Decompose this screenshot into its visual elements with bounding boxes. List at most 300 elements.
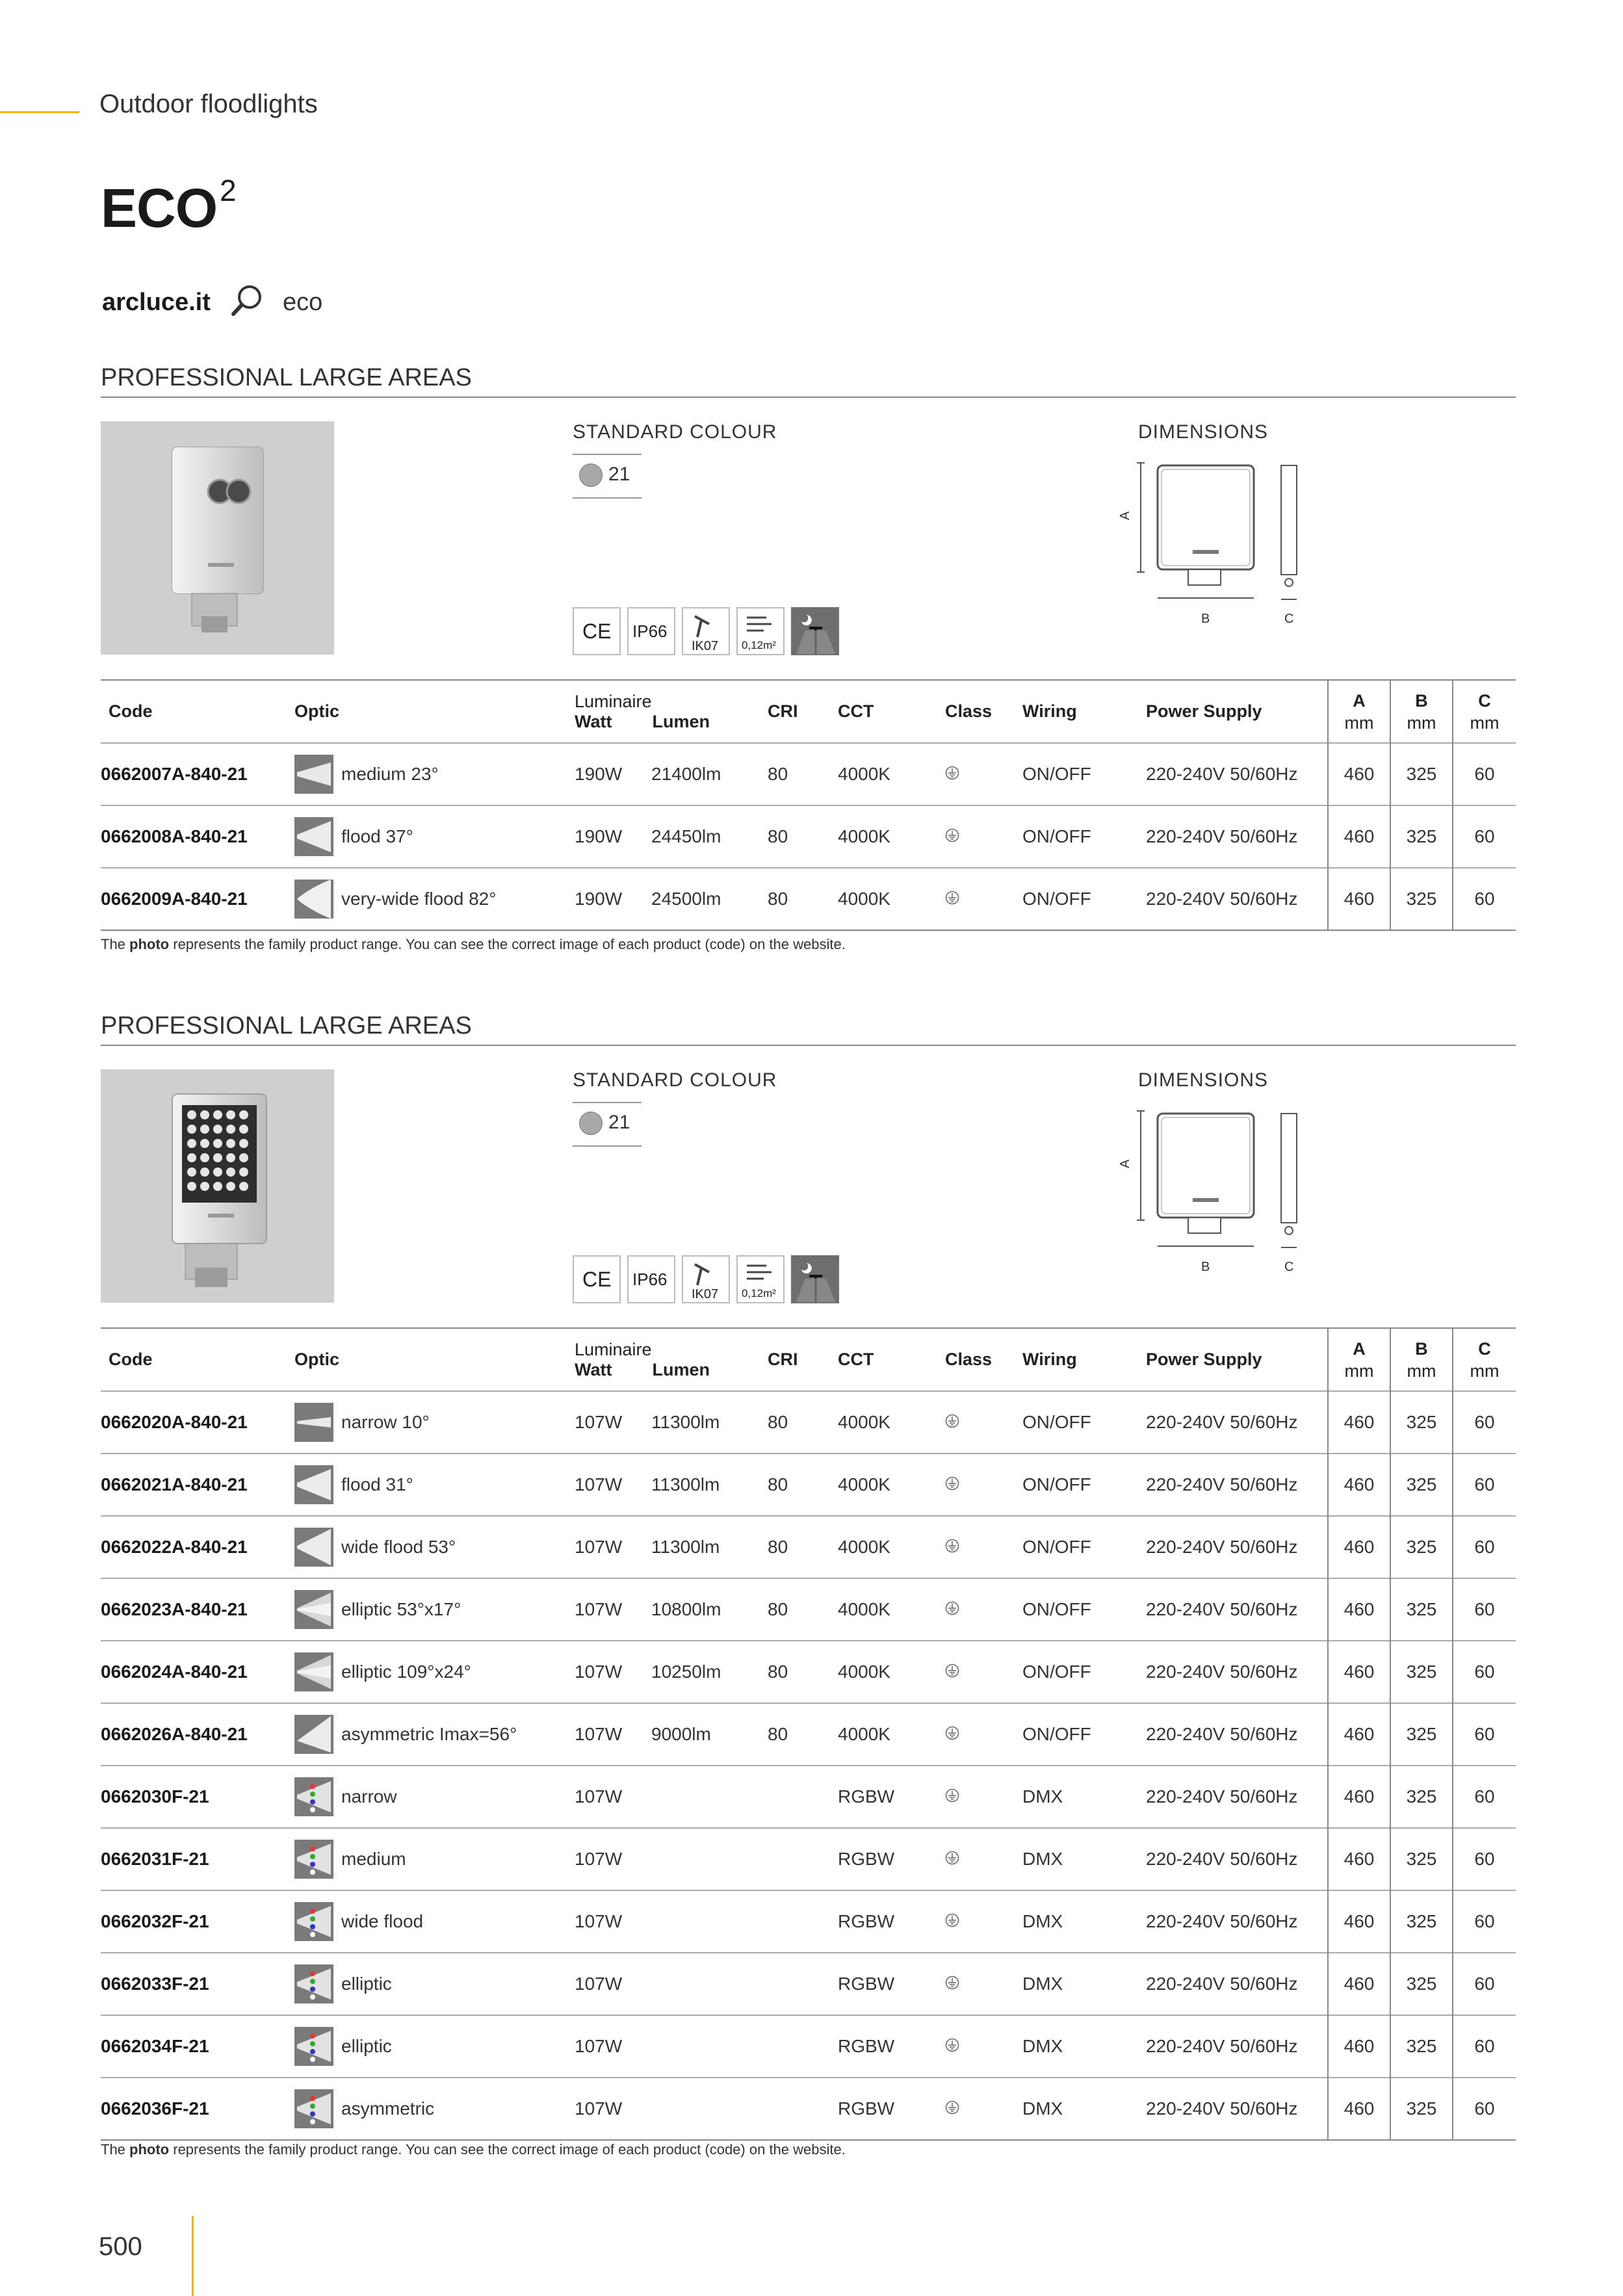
power-supply-cell: 220-240V 50/60Hz	[1146, 2015, 1328, 2078]
table-row	[101, 1953, 1516, 2015]
dim-b-letter: B	[1201, 1260, 1210, 1274]
class-I-earth-icon	[945, 2100, 959, 2115]
colour-swatch	[579, 1112, 603, 1135]
watt-cell: 190W	[575, 743, 651, 805]
optic-label: very-wide flood 82°	[341, 889, 497, 909]
wiring-cell: ON/OFF	[1022, 743, 1146, 805]
colour-code: 21	[608, 463, 630, 485]
product-code: 0662031F-21	[101, 1828, 294, 1890]
table-header-row	[101, 1328, 1516, 1391]
ce-mark-icon	[573, 607, 621, 655]
table-row	[101, 1766, 1516, 1828]
col-cct: CCT	[838, 1350, 874, 1369]
wiring-cell: DMX	[1022, 2078, 1146, 2140]
dim-b-cell: 325	[1390, 743, 1453, 805]
optic-label: elliptic 109°x24°	[341, 1662, 471, 1682]
class-I-earth-icon	[945, 1851, 959, 1865]
ip66-rating-icon	[627, 607, 675, 655]
ce-mark-icon	[573, 1255, 621, 1303]
dim-b-cell: 325	[1390, 805, 1453, 868]
class-I-earth-icon	[945, 1539, 959, 1553]
power-supply-cell: 220-240V 50/60Hz	[1146, 868, 1328, 930]
wiring-cell: ON/OFF	[1022, 868, 1146, 930]
class-cell	[945, 1641, 1022, 1703]
dim-c-cell: 60	[1453, 1516, 1516, 1578]
flood-beam-icon	[294, 817, 333, 856]
cri-cell	[768, 2078, 838, 2140]
standard-colour-label: STANDARD COLOUR	[573, 421, 777, 443]
power-supply-cell: 220-240V 50/60Hz	[1146, 1703, 1328, 1766]
website-link[interactable]: arcluce.it	[102, 289, 211, 316]
class-I-earth-icon	[945, 1913, 959, 1927]
colour-swatch	[579, 463, 603, 487]
dim-b-cell: 325	[1390, 1516, 1453, 1578]
watt-cell: 190W	[575, 868, 651, 930]
class-cell	[945, 1766, 1022, 1828]
cct-cell: 4000K	[838, 868, 945, 930]
lumen-cell: 10800lm	[651, 1578, 768, 1641]
watt-cell: 107W	[575, 1578, 651, 1641]
power-supply-cell: 220-240V 50/60Hz	[1146, 1766, 1328, 1828]
product-code: 0662023A-840-21	[101, 1578, 294, 1641]
col-cri: CRI	[768, 1350, 798, 1369]
category-title: Outdoor floodlights	[99, 90, 318, 118]
watt-cell: 107W	[575, 2015, 651, 2078]
power-supply-cell: 220-240V 50/60Hz	[1146, 1516, 1328, 1578]
wiring-cell: ON/OFF	[1022, 805, 1146, 868]
lumen-cell: 11300lm	[651, 1516, 768, 1578]
dim-b-cell: 325	[1390, 1953, 1453, 2015]
optic-label: wide flood	[341, 1911, 424, 1931]
watt-cell: 107W	[575, 1516, 651, 1578]
optic-cell	[294, 743, 575, 805]
wind-area-icon	[736, 607, 785, 655]
lumen-cell: 21400lm	[651, 743, 768, 805]
svg-text:CE: CE	[582, 1268, 612, 1291]
cct-cell: RGBW	[838, 2078, 945, 2140]
wiring-cell: ON/OFF	[1022, 1391, 1146, 1454]
optic-label: elliptic	[341, 1974, 392, 1994]
dim-b-cell: 325	[1390, 1703, 1453, 1766]
product-superscript: 2	[220, 174, 236, 207]
col-class: Class	[945, 701, 993, 721]
lumen-cell	[651, 1766, 768, 1828]
narrow-beam-icon	[294, 1403, 333, 1442]
cri-cell	[768, 1828, 838, 1890]
optic-label: flood 31°	[341, 1474, 413, 1494]
dim-b-cell: 325	[1390, 1391, 1453, 1454]
dim-a-cell: 460	[1328, 805, 1390, 868]
lumen-cell	[651, 2078, 768, 2140]
optic-cell	[294, 2078, 575, 2140]
product-photo	[101, 421, 334, 655]
standard-colour-label: STANDARD COLOUR	[573, 1069, 777, 1091]
dim-c-cell: 60	[1453, 1641, 1516, 1703]
power-supply-cell: 220-240V 50/60Hz	[1146, 1641, 1328, 1703]
optic-label: asymmetric Imax=56°	[341, 1724, 517, 1744]
cct-cell: 4000K	[838, 1516, 945, 1578]
cct-cell: 4000K	[838, 743, 945, 805]
cri-cell	[768, 1766, 838, 1828]
watt-cell: 107W	[575, 1766, 651, 1828]
power-supply-cell: 220-240V 50/60Hz	[1146, 1578, 1328, 1641]
product-name: ECO$^2$	[101, 174, 236, 239]
class-I-earth-icon	[945, 2038, 959, 2052]
col-luminaire: Luminaire Watt Lumen	[575, 1339, 710, 1379]
optic-cell	[294, 1953, 575, 2015]
dim-a-cell: 460	[1328, 1516, 1390, 1578]
watt-cell: 107W	[575, 1828, 651, 1890]
col-c: C mm	[1453, 1328, 1516, 1391]
class-cell	[945, 743, 1022, 805]
cct-cell: RGBW	[838, 1890, 945, 1953]
table-row	[101, 2015, 1516, 2078]
dim-a-cell: 460	[1328, 2015, 1390, 2078]
rgbw-beam-icon	[294, 2089, 333, 2128]
section-title: PROFESSIONAL LARGE AREAS	[101, 1012, 472, 1039]
col-code: Code	[109, 701, 153, 721]
cct-cell: RGBW	[838, 1828, 945, 1890]
very-wide-beam-icon	[294, 880, 333, 919]
lumen-cell: 11300lm	[651, 1454, 768, 1516]
dimensions-label: DIMENSIONS	[1138, 421, 1269, 443]
product-code: 0662036F-21	[101, 2078, 294, 2140]
cct-cell: RGBW	[838, 2015, 945, 2078]
class-I-earth-icon	[945, 1663, 959, 1678]
optic-cell	[294, 805, 575, 868]
optic-label: wide flood 53°	[341, 1537, 456, 1557]
dim-a-cell: 460	[1328, 1454, 1390, 1516]
optic-label: narrow 10°	[341, 1412, 430, 1432]
watt-cell: 107W	[575, 1890, 651, 1953]
optic-label: elliptic 53°x17°	[341, 1599, 461, 1619]
dim-a-cell: 460	[1328, 868, 1390, 930]
rgbw-beam-icon	[294, 2027, 333, 2066]
colour-rule-top	[573, 1102, 642, 1103]
dim-c-letter: C	[1284, 1260, 1294, 1274]
dim-c-cell: 60	[1453, 1828, 1516, 1890]
col-optic: Optic	[294, 701, 340, 721]
dim-b-cell: 325	[1390, 1890, 1453, 1953]
optic-cell	[294, 2015, 575, 2078]
rgbw-beam-icon	[294, 1840, 333, 1879]
product-code: 0662026A-840-21	[101, 1703, 294, 1766]
dim-a-cell: 460	[1328, 1953, 1390, 2015]
col-a: A mm	[1328, 1328, 1390, 1391]
optic-label: flood 37°	[341, 826, 413, 846]
dim-a-cell: 460	[1328, 743, 1390, 805]
optic-cell	[294, 1578, 575, 1641]
optic-label: elliptic	[341, 2036, 392, 2056]
cct-cell: 4000K	[838, 1641, 945, 1703]
col-cct: CCT	[838, 701, 874, 721]
wiring-cell: DMX	[1022, 2015, 1146, 2078]
optic-cell	[294, 1890, 575, 1953]
spec-table	[101, 1327, 1516, 2141]
dim-b-cell: 325	[1390, 1454, 1453, 1516]
watt-cell: 107W	[575, 2078, 651, 2140]
dim-a-cell: 460	[1328, 1391, 1390, 1454]
wiring-cell: DMX	[1022, 1766, 1146, 1828]
optic-cell	[294, 868, 575, 930]
cri-cell: 80	[768, 1641, 838, 1703]
svg-text:IP66: IP66	[632, 621, 668, 641]
col-luminaire: Luminaire Watt Lumen	[575, 691, 710, 731]
col-b: B mm	[1390, 680, 1453, 743]
class-I-earth-icon	[945, 766, 959, 780]
lumen-cell: 10250lm	[651, 1641, 768, 1703]
class-cell	[945, 1578, 1022, 1641]
dim-c-cell: 60	[1453, 2015, 1516, 2078]
cri-cell	[768, 1953, 838, 2015]
col-power: Power Supply	[1146, 1350, 1262, 1369]
dim-b-cell: 325	[1390, 1828, 1453, 1890]
col-a: A mm	[1328, 680, 1390, 743]
table-header-row	[101, 680, 1516, 743]
dimensions-label: DIMENSIONS	[1138, 1069, 1269, 1091]
col-wiring: Wiring	[1022, 701, 1077, 721]
spec-table	[101, 679, 1516, 931]
class-cell	[945, 1454, 1022, 1516]
page-number: 500	[99, 2232, 142, 2261]
class-cell	[945, 1391, 1022, 1454]
col-class: Class	[945, 1350, 993, 1369]
dim-c-cell: 60	[1453, 805, 1516, 868]
table-row	[101, 1703, 1516, 1766]
col-c: C mm	[1453, 680, 1516, 743]
product-code: 0662008A-840-21	[101, 805, 294, 868]
class-cell	[945, 1890, 1022, 1953]
optic-label: medium	[341, 1849, 406, 1869]
table-row	[101, 743, 1516, 805]
dim-a-letter: A	[1118, 1159, 1132, 1168]
product-code: 0662007A-840-21	[101, 743, 294, 805]
section-divider	[101, 397, 1516, 398]
svg-text:IK07: IK07	[692, 1287, 719, 1301]
elliptic-beam-icon	[294, 1590, 333, 1629]
class-cell	[945, 1516, 1022, 1578]
watt-cell: 107W	[575, 1953, 651, 2015]
product-code: 0662021A-840-21	[101, 1454, 294, 1516]
dimensions-drawing	[1115, 1103, 1427, 1298]
dim-c-letter: C	[1284, 612, 1294, 626]
product-code: 0662024A-840-21	[101, 1641, 294, 1703]
col-code: Code	[109, 1350, 153, 1369]
dim-a-letter: A	[1118, 511, 1132, 520]
class-cell	[945, 1828, 1022, 1890]
dim-b-cell: 325	[1390, 1766, 1453, 1828]
wiring-cell: ON/OFF	[1022, 1454, 1146, 1516]
power-supply-cell: 220-240V 50/60Hz	[1146, 1828, 1328, 1890]
cri-cell: 80	[768, 1454, 838, 1516]
table-row	[101, 868, 1516, 930]
ip66-rating-icon	[627, 1255, 675, 1303]
ik07-hammer-icon	[682, 1255, 730, 1303]
wide-flood-beam-icon	[294, 1528, 333, 1567]
watt-cell: 107W	[575, 1391, 651, 1454]
cri-cell: 80	[768, 805, 838, 868]
ik07-hammer-icon	[682, 607, 730, 655]
wiring-cell: ON/OFF	[1022, 1641, 1146, 1703]
lumen-cell	[651, 1890, 768, 1953]
class-I-earth-icon	[945, 1788, 959, 1803]
cri-cell: 80	[768, 868, 838, 930]
power-supply-cell: 220-240V 50/60Hz	[1146, 2078, 1328, 2140]
night-street-light-icon	[791, 607, 839, 655]
power-supply-cell: 220-240V 50/60Hz	[1146, 1953, 1328, 2015]
table-row	[101, 1641, 1516, 1703]
product-code: 0662033F-21	[101, 1953, 294, 2015]
watt-cell: 107W	[575, 1454, 651, 1516]
dim-c-cell: 60	[1453, 1391, 1516, 1454]
dim-c-cell: 60	[1453, 1766, 1516, 1828]
optic-cell	[294, 1454, 575, 1516]
dim-c-cell: 60	[1453, 1890, 1516, 1953]
optic-cell	[294, 1828, 575, 1890]
dim-b-cell: 325	[1390, 1641, 1453, 1703]
search-term: eco	[283, 289, 323, 316]
cri-cell	[768, 2015, 838, 2078]
lumen-cell	[651, 1953, 768, 2015]
dim-c-cell: 60	[1453, 743, 1516, 805]
power-supply-cell: 220-240V 50/60Hz	[1146, 743, 1328, 805]
optic-cell	[294, 1766, 575, 1828]
optic-cell	[294, 1703, 575, 1766]
table-row	[101, 1454, 1516, 1516]
svg-text:IK07: IK07	[692, 639, 719, 653]
optic-cell	[294, 1391, 575, 1454]
power-supply-cell: 220-240V 50/60Hz	[1146, 1890, 1328, 1953]
asymmetric-beam-icon	[294, 1715, 333, 1754]
rgbw-beam-icon	[294, 1964, 333, 2003]
power-supply-cell: 220-240V 50/60Hz	[1146, 1391, 1328, 1454]
section-title: PROFESSIONAL LARGE AREAS	[101, 364, 472, 391]
lumen-cell	[651, 1828, 768, 1890]
cri-cell: 80	[768, 1516, 838, 1578]
dim-c-cell: 60	[1453, 868, 1516, 930]
table-row	[101, 1391, 1516, 1454]
cri-cell	[768, 1890, 838, 1953]
colour-rule-bottom	[573, 497, 642, 499]
wiring-cell: DMX	[1022, 1890, 1146, 1953]
section-divider	[101, 1045, 1516, 1046]
lumen-cell: 24450lm	[651, 805, 768, 868]
dim-c-cell: 60	[1453, 1454, 1516, 1516]
svg-text:IP66: IP66	[632, 1270, 668, 1289]
svg-text:0,12m²: 0,12m²	[742, 639, 776, 651]
watt-cell: 107W	[575, 1703, 651, 1766]
table-row	[101, 1890, 1516, 1953]
product-code: 0662009A-840-21	[101, 868, 294, 930]
watt-cell: 190W	[575, 805, 651, 868]
dim-c-cell: 60	[1453, 2078, 1516, 2140]
class-cell	[945, 868, 1022, 930]
medium-beam-icon	[294, 755, 333, 794]
wiring-cell: ON/OFF	[1022, 1578, 1146, 1641]
dim-a-cell: 460	[1328, 1578, 1390, 1641]
cct-cell: 4000K	[838, 1703, 945, 1766]
colour-rule-top	[573, 454, 642, 455]
night-street-light-icon	[791, 1255, 839, 1303]
page-accent-line	[192, 2216, 194, 2296]
photo-note: The photo represents the family product range. You can see the correct image of each product (code) on the website.	[101, 2141, 846, 2158]
cri-cell: 80	[768, 1391, 838, 1454]
dim-b-cell: 325	[1390, 2015, 1453, 2078]
dim-a-cell: 460	[1328, 1641, 1390, 1703]
dimensions-drawing	[1115, 455, 1427, 650]
dim-a-cell: 460	[1328, 2078, 1390, 2140]
wiring-cell: DMX	[1022, 1953, 1146, 2015]
col-b: B mm	[1390, 1328, 1453, 1391]
product-photo	[101, 1069, 334, 1303]
dim-b-cell: 325	[1390, 1578, 1453, 1641]
wiring-cell: ON/OFF	[1022, 1703, 1146, 1766]
dim-b-cell: 325	[1390, 868, 1453, 930]
col-power: Power Supply	[1146, 701, 1262, 721]
product-code: 0662034F-21	[101, 2015, 294, 2078]
class-I-earth-icon	[945, 1601, 959, 1615]
cri-cell: 80	[768, 1703, 838, 1766]
col-cri: CRI	[768, 701, 798, 721]
col-optic: Optic	[294, 1350, 340, 1369]
class-cell	[945, 2015, 1022, 2078]
table-row	[101, 1828, 1516, 1890]
rgbw-beam-icon	[294, 1777, 333, 1816]
table-row	[101, 1578, 1516, 1641]
rgbw-beam-icon	[294, 1902, 333, 1941]
lumen-cell	[651, 2015, 768, 2078]
optic-label: narrow	[341, 1786, 397, 1807]
cri-cell: 80	[768, 743, 838, 805]
elliptic-beam-icon	[294, 1652, 333, 1691]
class-cell	[945, 2078, 1022, 2140]
col-wiring: Wiring	[1022, 1350, 1077, 1369]
class-I-earth-icon	[945, 1414, 959, 1428]
table-row	[101, 1516, 1516, 1578]
colour-code: 21	[608, 1112, 630, 1133]
class-cell	[945, 805, 1022, 868]
class-I-earth-icon	[945, 1726, 959, 1740]
cct-cell: 4000K	[838, 805, 945, 868]
photo-note: The photo represents the family product range. You can see the correct image of each product (code) on the website.	[101, 936, 846, 952]
dim-b-cell: 325	[1390, 2078, 1453, 2140]
product-code: 0662032F-21	[101, 1890, 294, 1953]
wiring-cell: DMX	[1022, 1828, 1146, 1890]
table-row	[101, 2078, 1516, 2140]
lumen-cell: 24500lm	[651, 868, 768, 930]
cct-cell: 4000K	[838, 1391, 945, 1454]
search-icon[interactable]	[229, 282, 265, 319]
table-row	[101, 805, 1516, 868]
dim-c-cell: 60	[1453, 1578, 1516, 1641]
certification-icons	[573, 607, 846, 659]
wind-area-icon	[736, 1255, 785, 1303]
product-code: 0662022A-840-21	[101, 1516, 294, 1578]
cct-cell: 4000K	[838, 1454, 945, 1516]
svg-text:0,12m²: 0,12m²	[742, 1287, 776, 1299]
svg-text:CE: CE	[582, 620, 612, 643]
product-code: 0662030F-21	[101, 1766, 294, 1828]
class-I-earth-icon	[945, 891, 959, 905]
product-code: 0662020A-840-21	[101, 1391, 294, 1454]
optic-cell	[294, 1641, 575, 1703]
dim-a-cell: 460	[1328, 1703, 1390, 1766]
dim-a-cell: 460	[1328, 1890, 1390, 1953]
class-I-earth-icon	[945, 1476, 959, 1491]
class-cell	[945, 1953, 1022, 2015]
cct-cell: 4000K	[838, 1578, 945, 1641]
colour-rule-bottom	[573, 1145, 642, 1147]
